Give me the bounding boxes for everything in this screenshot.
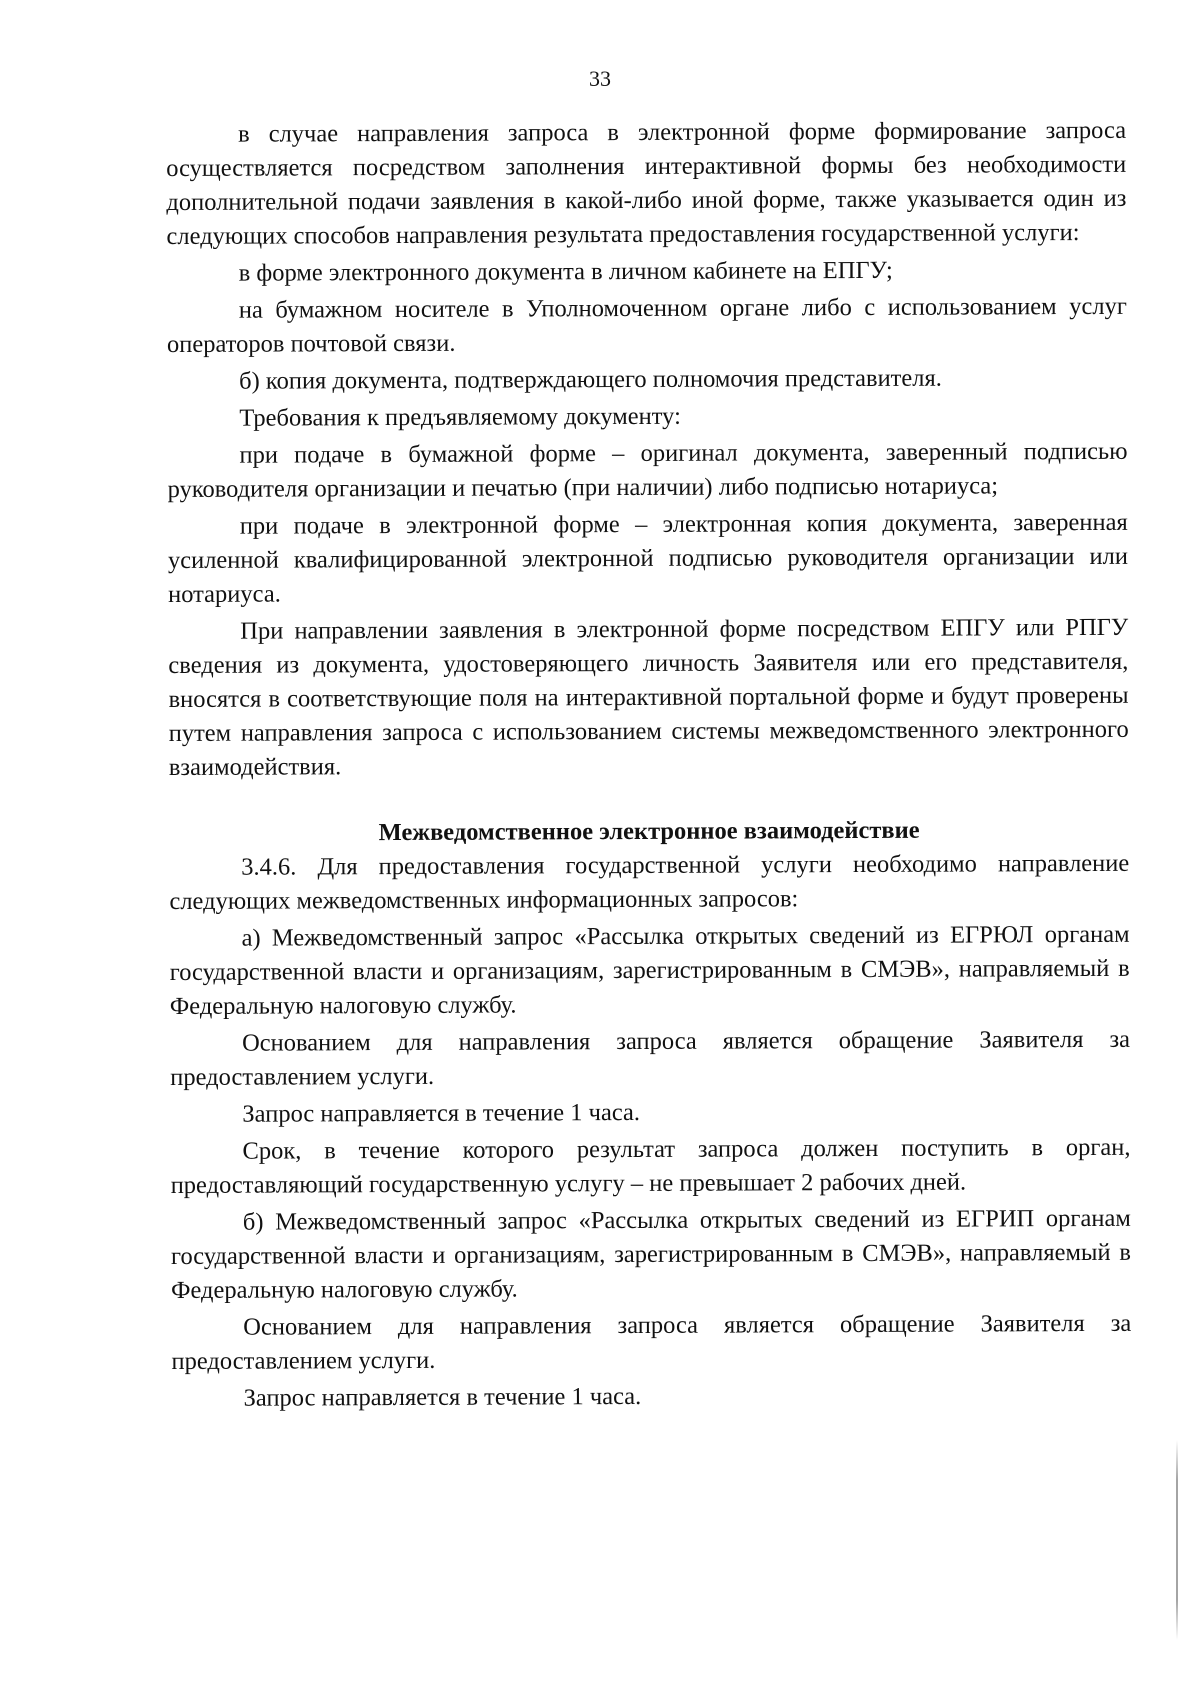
paragraph: в форме электронного документа в личном кабинете на ЕПГУ; bbox=[238, 256, 893, 287]
paragraph: При направлении заявления в электронной форме посредством ЕПГУ или РПГУ сведения из документа, удостоверяющего личность Заявителя или его представителя, вносятся в соответствующие поля на интерактивной портальной форме и будут проверены путем направления запроса с использованием системы межведомственного электронного взаимодействия. bbox=[168, 613, 1129, 781]
paragraph: Запрос направляется в течение 1 часа. bbox=[243, 1382, 642, 1412]
page-number: 33 bbox=[589, 66, 611, 91]
paragraph: при подаче в бумажной форме – оригинал документа, заверенный подписью руководителя организации и печатью (при наличии) либо подписью нотариуса; bbox=[167, 437, 1128, 503]
paragraph: 3.4.6. Для предоставления государственной услуги необходимо направление следующих межведомственных информационных запросов: bbox=[169, 849, 1130, 915]
paragraph: б) копия документа, подтверждающего полномочия представителя. bbox=[239, 364, 942, 395]
paragraph: в случае направления запроса в электронной форме формирование запроса осуществляется посредством заполнения интерактивной формы без необходимости дополнительной подачи заявления в какой-либо иной форме, также указывается один из следующих способов направления результата предоставления государственной услуги: bbox=[166, 116, 1127, 250]
scan-edge-artifact bbox=[1176, 1440, 1178, 1640]
document-body bbox=[166, 114, 1132, 1419]
paragraph: при подаче в электронной форме – электронная копия документа, заверенная усиленной квалифицированной электронной подписью руководителя организации или нотариуса. bbox=[167, 508, 1128, 608]
section-heading: Межведомственное электронное взаимодействие bbox=[378, 816, 920, 847]
paragraph: а) Межведомственный запрос «Рассылка открытых сведений из ЕГРЮЛ органам государственной власти и организациям, зарегистрированным в СМЭВ», направляемый в Федеральную налоговую службу. bbox=[169, 920, 1130, 1020]
paragraph: Срок, в течение которого результат запроса должен поступить в орган, предоставляющий государственную услугу – не превышает 2 рабочих дней. bbox=[170, 1133, 1131, 1199]
paragraph: на бумажном носителе в Уполномоченном органе либо с использованием услуг операторов почтовой связи. bbox=[166, 292, 1127, 358]
paragraph: б) Межведомственный запрос «Рассылка открытых сведений из ЕГРИП органам государственной власти и организациям, зарегистрированным в СМЭВ», направляемый в Федеральную налоговую службу. bbox=[170, 1204, 1132, 1304]
paragraph: Запрос направляется в течение 1 часа. bbox=[242, 1098, 641, 1128]
paragraph: Основанием для направления запроса является обращение Заявителя за предоставлением услуги. bbox=[171, 1309, 1132, 1375]
paragraph: Основанием для направления запроса является обращение Заявителя за предоставлением услуги. bbox=[170, 1025, 1131, 1091]
paragraph: Требования к предъявляемому документу: bbox=[239, 402, 681, 432]
